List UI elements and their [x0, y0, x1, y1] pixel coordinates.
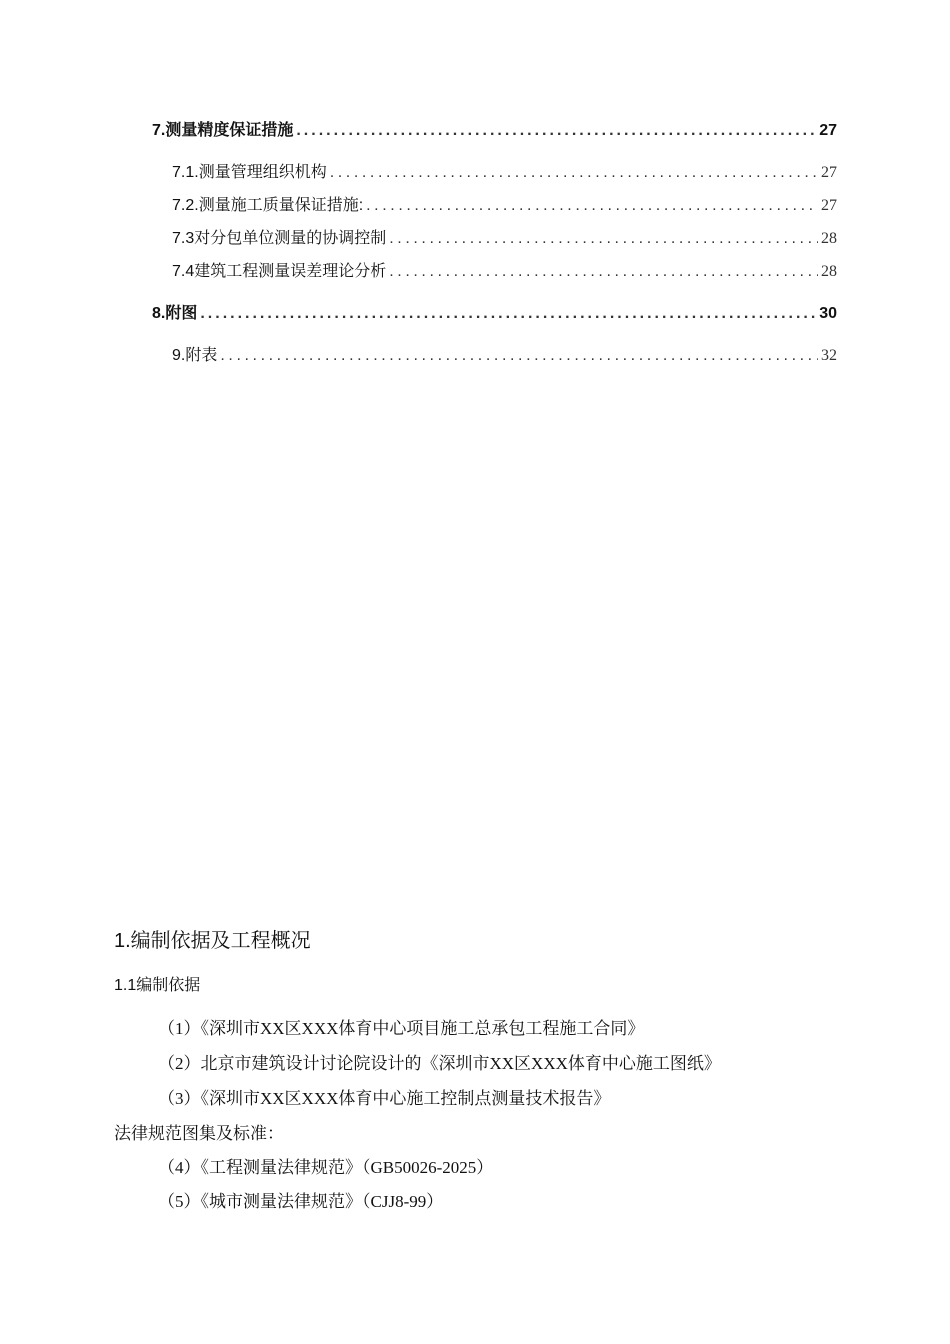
subsection-heading: 1.1编制依据: [114, 977, 201, 994]
standard-item: （4）《工程测量法律规范》（GB50026-2025）: [158, 1158, 494, 1177]
toc-entry[interactable]: [152, 300, 837, 323]
toc-entry-page: 30: [819, 305, 837, 322]
toc-entry[interactable]: [152, 117, 837, 140]
basis-item: （3）《深圳市XX区XXX体育中心施工控制点测量技术报告》: [158, 1089, 611, 1108]
toc-entry[interactable]: [172, 258, 837, 281]
toc-leader-dots: [330, 164, 818, 182]
toc-entry-page: 27: [821, 164, 837, 181]
section-heading: 1.编制依据及工程概况: [114, 930, 311, 952]
toc-entry-title: 7.3对分包单位测量的协调控制: [172, 230, 387, 247]
toc-entry-title: 8.附图: [152, 305, 198, 322]
toc-leader-dots: [389, 263, 818, 281]
basis-item: （1）《深圳市XX区XXX体育中心项目施工总承包工程施工合同》: [158, 1019, 645, 1038]
toc-entry-title: 7.4建筑工程测量误差理论分析: [172, 263, 387, 280]
toc-leader-dots: [366, 197, 818, 215]
toc-entry[interactable]: [172, 159, 837, 182]
toc-entry[interactable]: [172, 192, 837, 215]
toc-entry-title: 7.2.测量施工质量保证措施:: [172, 197, 364, 214]
toc-entry-page: 27: [819, 122, 837, 139]
toc-entry[interactable]: [172, 342, 837, 365]
toc-entry-title: 7.测量精度保证措施: [152, 122, 294, 139]
toc-leader-dots: [389, 230, 818, 248]
standards-label: 法律规范图集及标准：: [114, 1124, 284, 1143]
standard-item: （5）《城市测量法律规范》（CJJ8-99）: [158, 1192, 444, 1211]
toc-leader-dots: [296, 122, 816, 140]
toc-entry[interactable]: [172, 225, 837, 248]
toc-leader-dots: [220, 347, 818, 365]
toc-leader-dots: [200, 305, 816, 323]
toc-entry-page: 32: [821, 347, 837, 364]
toc-entry-page: 28: [821, 263, 837, 280]
toc-entry-page: 27: [821, 197, 837, 214]
toc-entry-title: 9.附表: [172, 347, 218, 364]
basis-item: （2）北京市建筑设计讨论院设计的《深圳市XX区XXX体育中心施工图纸》: [158, 1054, 721, 1073]
toc-entry-title: 7.1.测量管理组织机构: [172, 164, 327, 181]
toc-entry-page: 28: [821, 230, 837, 247]
